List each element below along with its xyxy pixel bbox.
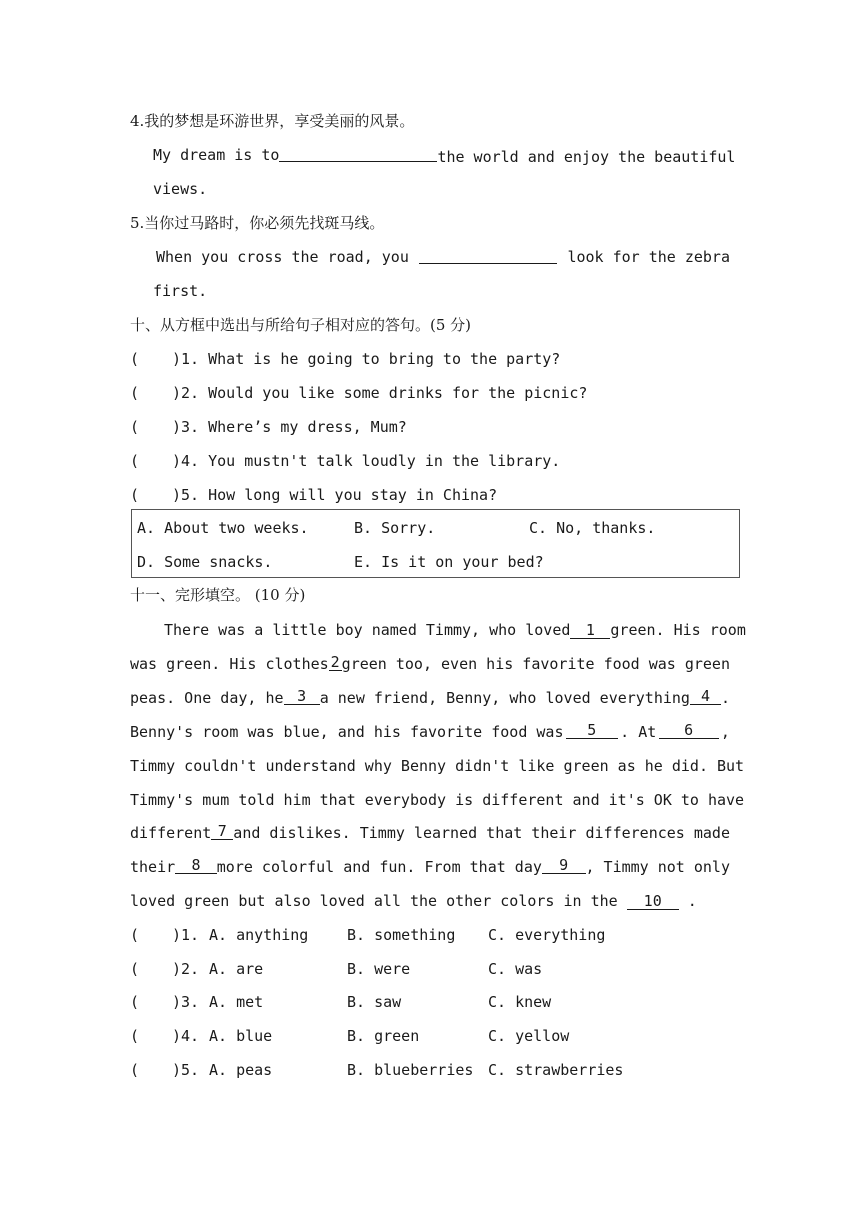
answer-bracket[interactable]: ( bbox=[130, 1061, 140, 1079]
matching-item: ( )1. What is he going to bring to the party? bbox=[130, 350, 561, 368]
cloze-blank-10[interactable]: 10 bbox=[627, 892, 679, 910]
choice-c: C. knew bbox=[488, 993, 552, 1011]
q5-answer-blank[interactable] bbox=[419, 246, 557, 264]
choice-a: A. met bbox=[209, 993, 264, 1011]
choice-b: B. green bbox=[347, 1027, 420, 1045]
matching-question: What is he going to bring to the party? bbox=[208, 350, 561, 368]
cloze-blank-8[interactable]: 8 bbox=[175, 856, 217, 874]
q4-text-before: My dream is to bbox=[153, 146, 280, 164]
matching-question: How long will you stay in China? bbox=[208, 486, 498, 504]
cloze-choice-row: ( )3. bbox=[130, 993, 200, 1011]
q5-english-line bbox=[156, 246, 730, 268]
q5-text-after: look for the zebra bbox=[567, 248, 730, 266]
answer-bracket[interactable]: ( bbox=[130, 452, 140, 470]
matching-item: ( )2. Would you like some drinks for the picnic? bbox=[130, 384, 588, 402]
answer-bracket[interactable]: ( bbox=[130, 960, 140, 978]
section10-heading: 十、从方框中选出与所给句子相对应的答句。(5 分) bbox=[130, 316, 472, 334]
matching-question: Would you like some drinks for the picnic? bbox=[208, 384, 588, 402]
q4-answer-blank[interactable] bbox=[279, 144, 437, 162]
cloze-choice-row: ( )2. bbox=[130, 960, 200, 978]
choice-c: C. yellow bbox=[488, 1027, 570, 1045]
passage-line-2: was green. His clothes 2 green too, even his favorite food was green bbox=[130, 653, 730, 673]
cloze-choice-row: ( )5. bbox=[130, 1061, 200, 1079]
cloze-choice-row: ( )4. bbox=[130, 1027, 200, 1045]
passage-line-1: There was a little boy named Timmy, who loved 1 green. His room bbox=[164, 621, 746, 639]
answer-bracket[interactable]: ( bbox=[130, 384, 140, 402]
choice-a: A. anything bbox=[209, 926, 309, 944]
matching-question: Where’s my dress, Mum? bbox=[208, 418, 407, 436]
option-d: D. Some snacks. bbox=[137, 553, 273, 571]
passage-line-4: Benny's room was blue, and his favorite food was 5 . At 6 , bbox=[130, 721, 730, 741]
choice-a: A. peas bbox=[209, 1061, 273, 1079]
choice-b: B. were bbox=[347, 960, 411, 978]
passage-line-8: their 8 more colorful and fun. From that day 9 , Timmy not only bbox=[130, 856, 730, 876]
option-a: A. About two weeks. bbox=[137, 519, 309, 537]
passage-line-3: peas. One day, he 3 a new friend, Benny, who loved everything 4 . bbox=[130, 687, 730, 707]
choice-b: B. something bbox=[347, 926, 456, 944]
choice-a: A. are bbox=[209, 960, 264, 978]
cloze-blank-6[interactable]: 6 bbox=[659, 721, 719, 739]
answer-bracket[interactable]: ( bbox=[130, 486, 140, 504]
cloze-blank-2[interactable]: 2 bbox=[330, 653, 340, 671]
cloze-blank-4[interactable]: 4 bbox=[690, 687, 721, 705]
answer-bracket[interactable]: ( bbox=[130, 926, 140, 944]
cloze-choice-row: ( )1. bbox=[130, 926, 200, 944]
option-b: B. Sorry. bbox=[354, 519, 436, 537]
passage-line-6: Timmy's mum told him that everybody is different and it's OK to have bbox=[130, 791, 745, 809]
q5-continuation: first. bbox=[153, 282, 208, 300]
cloze-blank-1[interactable]: 1 bbox=[570, 621, 610, 639]
matching-item: ( )3. Where’s my dress, Mum? bbox=[130, 418, 407, 436]
q5-text-before: When you cross the road, you bbox=[156, 248, 409, 266]
passage-line-9: loved green but also loved all the other colors in the 10 . bbox=[130, 892, 697, 910]
choice-c: C. everything bbox=[488, 926, 606, 944]
q4-continuation: views. bbox=[153, 180, 208, 198]
q4-english-line bbox=[153, 144, 736, 168]
choice-c: C. was bbox=[488, 960, 543, 978]
choice-b: B. blueberries bbox=[347, 1061, 474, 1079]
option-e: E. Is it on your bed? bbox=[354, 553, 544, 571]
cloze-blank-3[interactable]: 3 bbox=[284, 687, 320, 705]
choice-a: A. blue bbox=[209, 1027, 273, 1045]
option-c: C. No, thanks. bbox=[529, 519, 656, 537]
answer-bracket[interactable]: ( bbox=[130, 1027, 140, 1045]
matching-item: ( )5. How long will you stay in China? bbox=[130, 486, 498, 504]
options-box bbox=[131, 509, 740, 578]
cloze-blank-5[interactable]: 5 bbox=[566, 721, 618, 739]
passage-line-5: Timmy couldn't understand why Benny didn't like green as he did. But bbox=[130, 757, 745, 775]
q4-chinese: 4.我的梦想是环游世界，享受美丽的风景。 bbox=[130, 112, 415, 130]
choice-c: C. strawberries bbox=[488, 1061, 624, 1079]
cloze-blank-9[interactable]: 9 bbox=[542, 856, 586, 874]
choice-b: B. saw bbox=[347, 993, 402, 1011]
matching-item: ( )4. You mustn't talk loudly in the library. bbox=[130, 452, 561, 470]
section11-heading: 十一、完形填空。 (10 分) bbox=[130, 586, 306, 604]
answer-bracket[interactable]: ( bbox=[130, 350, 140, 368]
answer-bracket[interactable]: ( bbox=[130, 993, 140, 1011]
matching-question: You mustn't talk loudly in the library. bbox=[208, 452, 561, 470]
answer-bracket[interactable]: ( bbox=[130, 418, 140, 436]
passage-line-7: different 7 and dislikes. Timmy learned that their differences made bbox=[130, 822, 730, 842]
cloze-blank-7[interactable]: 7 bbox=[211, 822, 233, 840]
q4-text-after: the world and enjoy the beautiful bbox=[437, 148, 736, 166]
q5-chinese: 5.当你过马路时，你必须先找斑马线。 bbox=[130, 214, 385, 232]
